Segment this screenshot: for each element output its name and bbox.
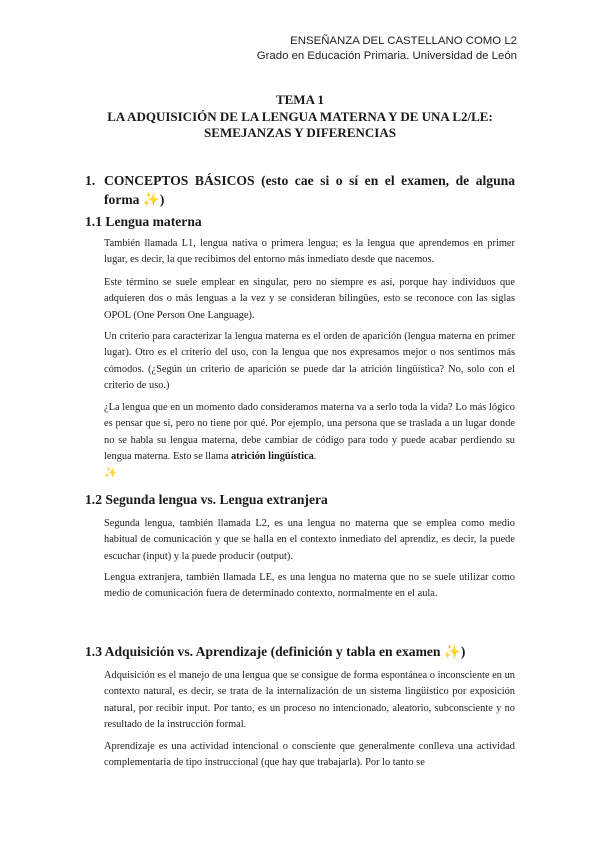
paragraph-aprendizaje: Aprendizaje es una actividad intencional o consciente que generalmente conlleva una actividad complementaria de tipo instruccional (que hay que trabajarla). Por lo tanto se — [104, 741, 515, 769]
paragraph-lengua-materna-definition: También llamada L1, lengua nativa o primera lengua; es la lengua que aprendemos en primer lugar, es decir, la que recibimos del entorno más inmediato desde que nacemos. — [104, 238, 515, 266]
sparkle-icon: ✨ — [443, 644, 461, 659]
document-title — [80, 92, 520, 142]
section-1-heading-close: ) — [159, 191, 165, 207]
paragraph-atricion — [104, 400, 515, 482]
paragraph-lengua-extranjera: Lengua extranjera, también llamada LE, es una lengua no materna que no se suele utilizar como medio de comunicación fuera de determinado contexto, normalmente en el aula. — [104, 572, 515, 600]
paragraph-segunda-lengua: Segunda lengua, también llamada L2, es una lengua no materna que se emplea como medio habitual de comunicación y que se halla en el contexto inmediato del aprendiz, es decir, la puede escuchar (input) y la puede producir (output). — [104, 518, 515, 562]
sparkle-icon: ✨ — [104, 467, 117, 479]
paragraph-adquisicion: Adquisición es el manejo de una lengua que se consigue de forma espontánea o inconsciente en un contexto natural, es decir, se trata de la internalización de un sistema lingüístico por exposición natural, por recibir input. Por tanto, es un proceso no intencionado, aleatorio, subconsciente y no resultado de la instrucción formal. — [104, 670, 515, 731]
atricion-linguistica-term: atrición lingüística — [230, 451, 314, 463]
subsection-1-3-heading-close: ) — [460, 644, 466, 659]
subsection-1-2-heading: 1.2 Segunda lengua vs. Lengua extranjera — [85, 492, 328, 507]
sparkle-icon: ✨ — [142, 191, 160, 207]
paragraph-bilingualism: Este término se suele emplear en singular, pero no siempre es así, porque hay individuos que adquieren dos o más lenguas a la vez y se consideran bilingües, esto se reconoce con las siglas OPOL (One Person One Language). — [104, 277, 515, 321]
title-topic-number: TEMA 1 — [275, 92, 325, 107]
paragraph-atricion-text: ¿La lengua que en un momento dado consideramos materna va a serlo toda la vida? Lo más lógico es pensar que sí, pero no tiene por qué. Por ejemplo, una persona que se traslada a un lugar donde no se habla su lengua materna, debe cambiar de código para todo y puede acabar perdiendo su lengua materna. Esto se llama — [104, 402, 515, 463]
subsection-1-3-heading-text: 1.3 Adquisición vs. Aprendizaje (definición y tabla en examen — [85, 644, 444, 659]
section-1-heading — [85, 172, 515, 209]
section-1-number: 1. — [85, 173, 96, 188]
header-course-title: ENSEÑANZA DEL CASTELLANO COMO L2 — [290, 35, 517, 47]
page-header — [257, 34, 517, 64]
header-degree-university: Grado en Educación Primaria. Universidad de León — [256, 50, 517, 62]
paragraph-criteria: Un criterio para caracterizar la lengua materna es el orden de aparición (lengua materna en primer lugar). Otro es el criterio del uso, con la lengua que nos expresamos mejor o nos sentimos más cómodos. (¿Según un criterio de aparición se puede dar la atrición lingüística? No, solo con el criterio de uso.) — [104, 331, 515, 392]
paragraph-atricion-end: . — [313, 451, 317, 463]
subsection-1-1-heading: 1.1 Lengua materna — [85, 214, 202, 229]
section-1-heading-text: CONCEPTOS BÁSICOS (esto cae si o sí en el examen, de alguna forma — [104, 173, 515, 207]
title-line-3: SEMEJANZAS Y DIFERENCIAS — [204, 125, 396, 140]
subsection-1-3-heading — [85, 644, 465, 660]
title-line-2: LA ADQUISICIÓN DE LA LENGUA MATERNA Y DE UNA L2/LE: — [107, 108, 493, 124]
